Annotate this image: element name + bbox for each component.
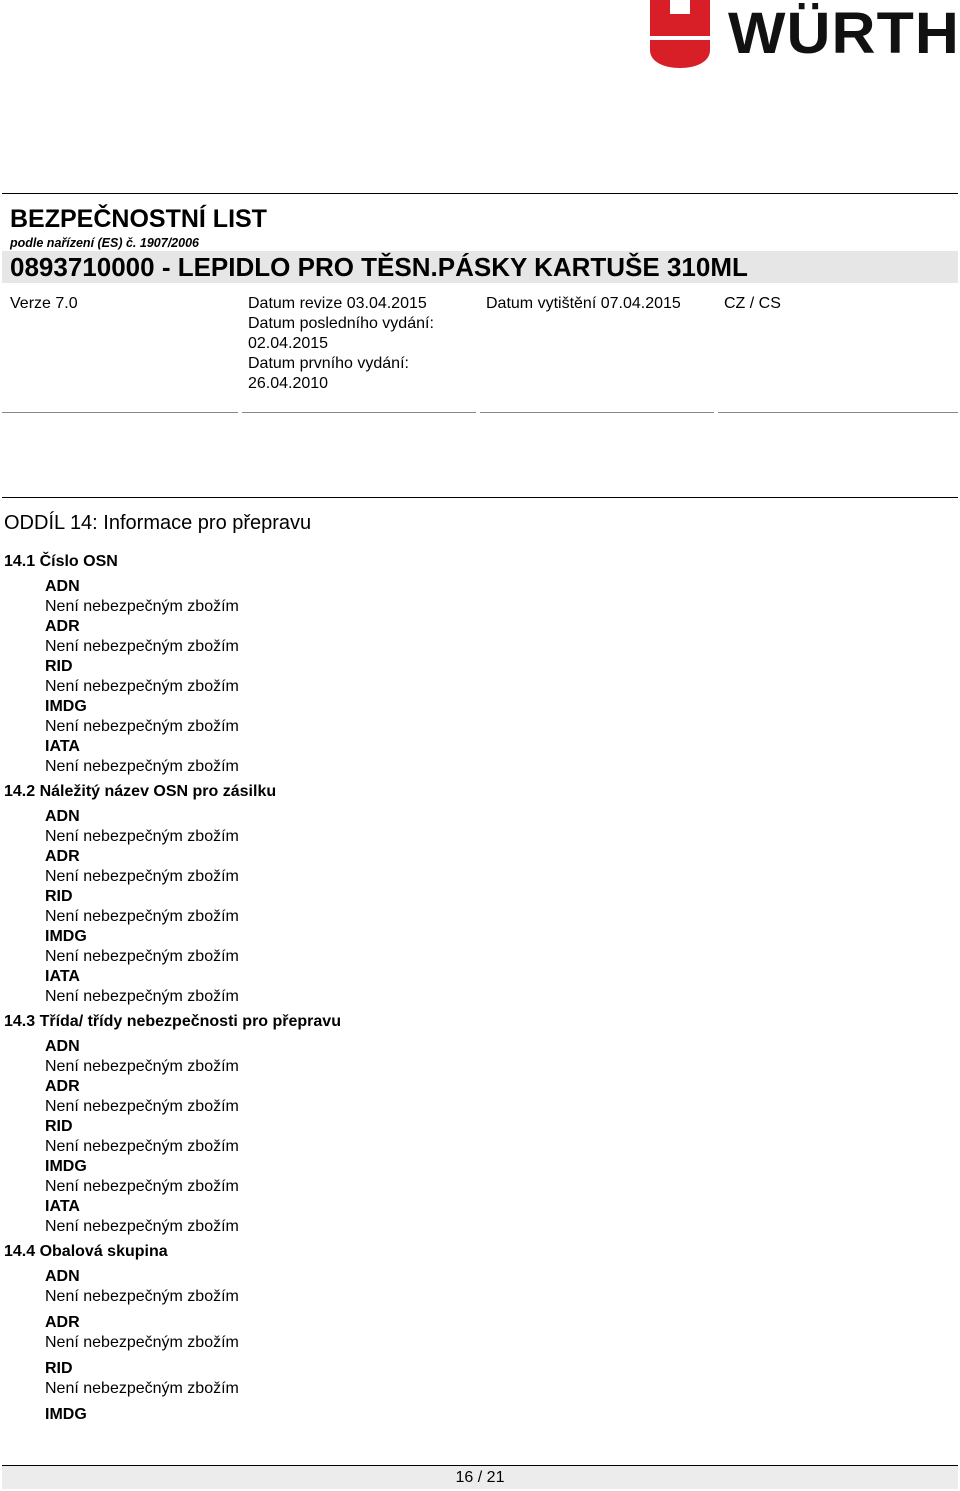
product-bar bbox=[2, 251, 958, 283]
transport-value: Není nebezpečným zbožím bbox=[45, 1334, 239, 1351]
transport-mode: IATA bbox=[45, 738, 80, 755]
transport-entry bbox=[45, 1359, 954, 1399]
subsection-title: 14.1 Číslo OSN bbox=[4, 553, 118, 570]
subsection-title: 14.2 Náležitý název OSN pro zásilku bbox=[4, 783, 277, 800]
wurth-logo-icon bbox=[648, 0, 712, 68]
document-title: BEZPEČNOSTNÍ LIST bbox=[10, 205, 267, 233]
transport-entry bbox=[45, 847, 954, 887]
rule-segment bbox=[718, 412, 958, 413]
transport-entry bbox=[45, 1077, 954, 1117]
transport-mode: ADN bbox=[45, 1268, 80, 1285]
transport-mode: ADR bbox=[45, 1078, 80, 1095]
revision-line: Datum posledního vydání: bbox=[248, 315, 434, 332]
transport-entry bbox=[45, 1313, 954, 1353]
transport-mode: RID bbox=[45, 1360, 73, 1377]
transport-value: Není nebezpečným zbožím bbox=[45, 988, 239, 1005]
transport-value: Není nebezpečným zbožím bbox=[45, 948, 239, 965]
revision-line: Datum prvního vydání: bbox=[248, 355, 409, 372]
transport-mode: IATA bbox=[45, 968, 80, 985]
transport-entry bbox=[45, 927, 954, 967]
transport-entry bbox=[45, 1117, 954, 1157]
transport-value: Není nebezpečným zbožím bbox=[45, 908, 239, 925]
wurth-logo bbox=[648, 0, 960, 68]
transport-value: Není nebezpečným zbožím bbox=[45, 828, 239, 845]
section-title: ODDÍL 14: Informace pro přepravu bbox=[4, 512, 312, 534]
document-subtitle: podle nařízení (ES) č. 1907/2006 bbox=[10, 236, 199, 250]
logo-wordmark: WÜRTH bbox=[728, 1, 960, 66]
transport-mode: ADN bbox=[45, 1038, 80, 1055]
transport-mode: IMDG bbox=[45, 928, 87, 945]
transport-value: Není nebezpečným zbožím bbox=[45, 758, 239, 775]
transport-entry bbox=[45, 1267, 954, 1307]
transport-mode: RID bbox=[45, 888, 73, 905]
transport-value: Není nebezpečným zbožím bbox=[45, 718, 239, 735]
subsection-title: 14.4 Obalová skupina bbox=[4, 1243, 168, 1260]
transport-value: Není nebezpečným zbožím bbox=[45, 1178, 239, 1195]
language-code: CZ / CS bbox=[724, 295, 781, 312]
revision-line: 26.04.2010 bbox=[248, 375, 329, 392]
transport-mode: ADN bbox=[45, 578, 80, 595]
revision-line: Datum revize 03.04.2015 bbox=[248, 295, 427, 312]
transport-mode: ADR bbox=[45, 1314, 80, 1331]
transport-value: Není nebezpečným zbožím bbox=[45, 598, 239, 615]
transport-value: Není nebezpečným zbožím bbox=[45, 1218, 239, 1235]
transport-mode: ADN bbox=[45, 808, 80, 825]
footer-bar bbox=[2, 1465, 958, 1489]
subsection-title: 14.3 Třída/ třídy nebezpečnosti pro přepravu bbox=[4, 1013, 341, 1030]
rule-segment bbox=[2, 412, 238, 413]
transport-entry bbox=[45, 737, 954, 777]
transport-value: Není nebezpečným zbožím bbox=[45, 1288, 239, 1305]
transport-mode: ADR bbox=[45, 618, 80, 635]
product-name: 0893710000 - LEPIDLO PRO TĚSN.PÁSKY KARTUŠE 310ML bbox=[10, 252, 748, 282]
transport-entry bbox=[45, 657, 954, 697]
transport-entry bbox=[45, 697, 954, 737]
transport-entry bbox=[45, 1037, 954, 1077]
print-date: Datum vytištění 07.04.2015 bbox=[486, 295, 681, 312]
transport-value: Není nebezpečným zbožím bbox=[45, 1380, 239, 1397]
header-rule-bottom bbox=[2, 412, 958, 415]
subsection-14-4 bbox=[4, 1241, 954, 1425]
transport-value: Není nebezpečným zbožím bbox=[45, 1058, 239, 1075]
transport-mode: IATA bbox=[45, 1198, 80, 1215]
transport-entry bbox=[45, 1405, 954, 1425]
transport-value: Není nebezpečným zbožím bbox=[45, 678, 239, 695]
header-rule-top bbox=[2, 193, 958, 194]
transport-mode: ADR bbox=[45, 848, 80, 865]
transport-value: Není nebezpečným zbožím bbox=[45, 638, 239, 655]
rule-segment bbox=[480, 412, 714, 413]
transport-entry bbox=[45, 1157, 954, 1197]
transport-value: Není nebezpečným zbožím bbox=[45, 868, 239, 885]
rule-segment bbox=[242, 412, 476, 413]
section-content bbox=[4, 551, 954, 1431]
page-number: 16 / 21 bbox=[455, 1469, 505, 1486]
transport-mode: IMDG bbox=[45, 698, 87, 715]
transport-mode: RID bbox=[45, 658, 73, 675]
transport-value: Není nebezpečným zbožím bbox=[45, 1098, 239, 1115]
transport-entry bbox=[45, 807, 954, 847]
revision-line: 02.04.2015 bbox=[248, 335, 329, 352]
transport-value: Není nebezpečným zbožím bbox=[45, 1138, 239, 1155]
transport-entry bbox=[45, 967, 954, 1007]
transport-mode: IMDG bbox=[45, 1158, 87, 1175]
transport-entry bbox=[45, 887, 954, 927]
section-rule bbox=[2, 497, 958, 498]
version: Verze 7.0 bbox=[10, 295, 78, 312]
subsection-14-3 bbox=[4, 1011, 954, 1237]
transport-entry bbox=[45, 617, 954, 657]
revision-dates bbox=[248, 294, 478, 394]
subsection-14-2 bbox=[4, 781, 954, 1007]
transport-mode: IMDG bbox=[45, 1406, 87, 1423]
transport-entry bbox=[45, 577, 954, 617]
subsection-14-1 bbox=[4, 551, 954, 777]
transport-mode: RID bbox=[45, 1118, 73, 1135]
transport-entry bbox=[45, 1197, 954, 1237]
